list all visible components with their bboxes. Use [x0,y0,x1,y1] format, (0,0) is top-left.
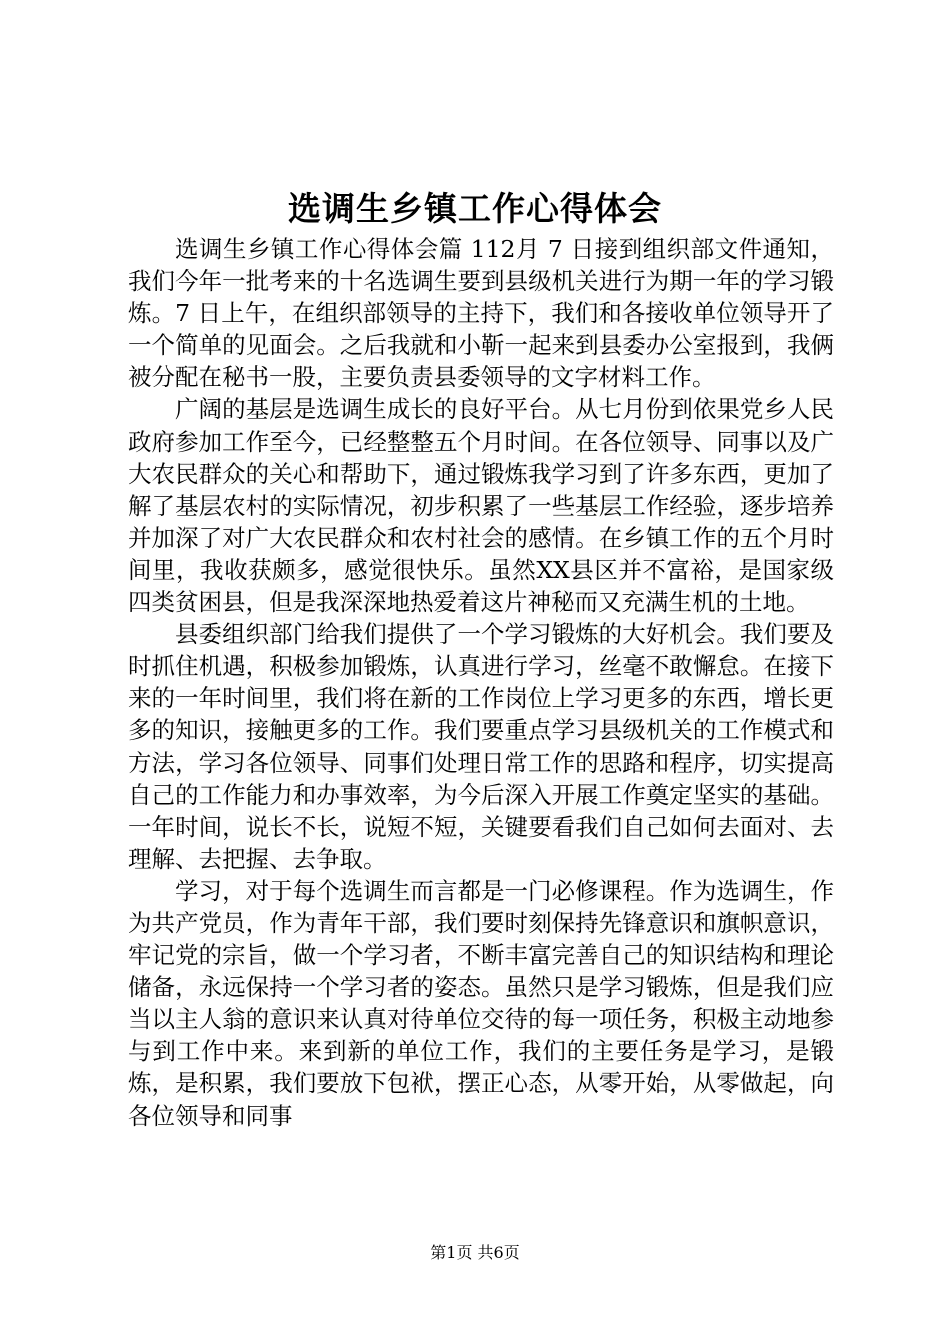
paragraph: 学习，对于每个选调生而言都是一门必修课程。作为选调生，作为共产党员，作为青年干部，我们要时刻保持先锋意识和旗帜意识，牢记党的宗旨，做一个学习者，不断丰富完善自己的知识结构和理论储备，永远保持一个学习者的姿态。虽然只是学习锻炼，但是我们应当以主人翁的意识来认真对待单位交待的每一项任务，积极主动地参与到工作中来。来到新的单位工作，我们的主要任务是学习，是锻炼，是积累，我们要放下包袱，摆正心态，从零开始，从零做起，向各位领导和同事 [128,876,834,1130]
document-title: 选调生乡镇工作心得体会 [288,189,662,228]
paragraph: 选调生乡镇工作心得体会篇 112月 7 日接到组织部文件通知，我们今年一批考来的十名选调生要到县级机关进行为期一年的学习锻炼。7 日上午，在组织部领导的主持下，我们和各接收单位领导开了一个简单的见面会。之后我就和小靳一起来到县委办公室报到，我俩被分配在秘书一股，主要负责县委领导的文字材料工作。 [128,235,834,392]
paragraph: 县委组织部门给我们提供了一个学习锻炼的大好机会。我们要及时抓住机遇，积极参加锻炼，认真进行学习，丝毫不敢懈怠。在接下来的一年时间里，我们将在新的工作岗位上学习更多的东西，增长更多的知识，接触更多的工作。我们要重点学习县级机关的工作模式和方法，学习各位领导、同事们处理日常工作的思路和程序，切实提高自己的工作能力和办事效率，为今后深入开展工作奠定坚实的基础。一年时间，说长不长，说短不短，关键要看我们自己如何去面对、去理解、去把握、去争取。 [128,620,834,873]
document-body [128,233,834,1132]
paragraph: 广阔的基层是选调生成长的良好平台。从七月份到依果党乡人民政府参加工作至今，已经整整五个月时间。在各位领导、同事以及广大农民群众的关心和帮助下，通过锻炼我学习到了许多东西，更加了解了基层农村的实际情况，初步积累了一些基层工作经验，逐步培养并加深了对广大农民群众和农村社会的感情。在乡镇工作的五个月时间里，我收获颇多，感觉很快乐。虽然XX县区并不富裕，是国家级四类贫困县，但是我深深地热爱着这片神秘而又充满生机的土地。 [128,395,834,617]
page-number-footer: 第1页 共6页 [430,1243,520,1262]
